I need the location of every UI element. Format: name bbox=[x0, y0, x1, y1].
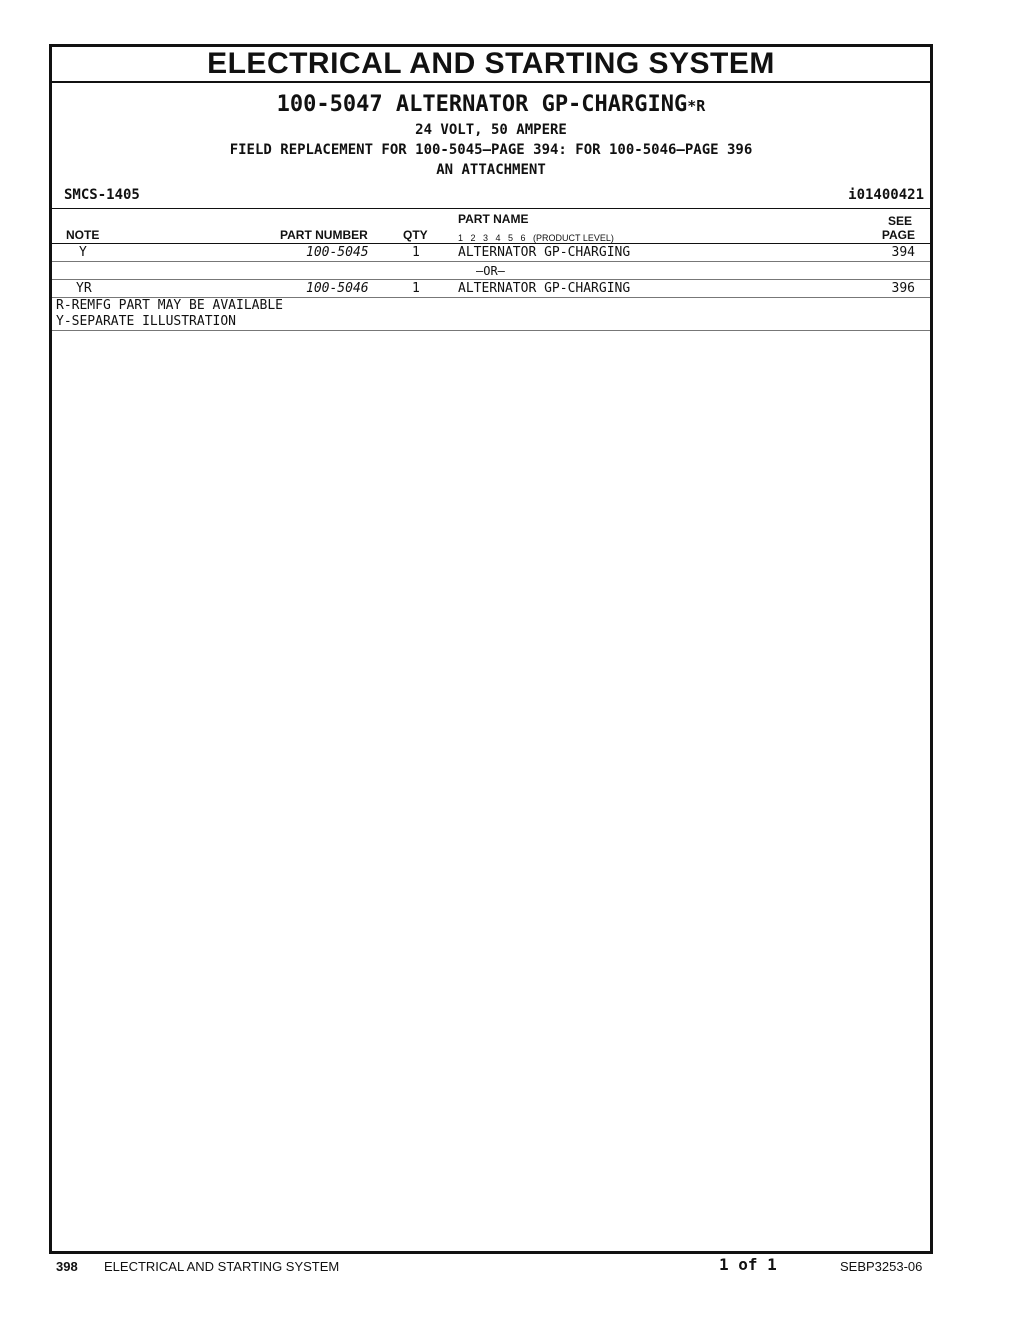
group-suffix: *R bbox=[687, 97, 706, 115]
footer-pagination: 1 of 1 bbox=[719, 1255, 777, 1274]
group-subtitle-3: AN ATTACHMENT bbox=[436, 162, 546, 178]
row-qty: 1 bbox=[412, 281, 420, 296]
header-top-rule bbox=[52, 208, 930, 209]
row-part-name: ALTERNATOR GP-CHARGING bbox=[458, 245, 631, 260]
col-header-page: PAGE bbox=[881, 228, 915, 242]
col-header-qty: QTY bbox=[403, 228, 428, 242]
legend-note: R-REMFG PART MAY BE AVAILABLE bbox=[56, 298, 283, 313]
section-title: ELECTRICAL AND STARTING SYSTEM bbox=[52, 47, 930, 83]
row-qty: 1 bbox=[412, 245, 420, 260]
smcs-code: SMCS-1405 bbox=[64, 187, 140, 203]
row-note: Y bbox=[79, 245, 87, 260]
row-see-page: 394 bbox=[891, 245, 915, 260]
row-note: YR bbox=[76, 281, 92, 296]
footer-doc-id: SEBP3253-06 bbox=[840, 1259, 923, 1274]
row-rule bbox=[52, 261, 930, 262]
row-part-number: 100-5046 bbox=[306, 281, 369, 296]
reference-id: i01400421 bbox=[848, 187, 924, 203]
notes-bottom-rule bbox=[52, 330, 930, 331]
col-header-part-name: PART NAME bbox=[458, 212, 529, 226]
group-title bbox=[52, 93, 930, 118]
or-separator: —OR— bbox=[476, 264, 505, 278]
footer-page-number: 398 bbox=[56, 1259, 78, 1274]
group-number: 100-5047 bbox=[276, 92, 383, 117]
col-header-note: NOTE bbox=[66, 228, 100, 242]
group-subtitle-1: 24 VOLT, 50 AMPERE bbox=[415, 122, 567, 138]
col-header-product-levels: 1 2 3 4 5 6 (PRODUCT LEVEL) bbox=[458, 233, 614, 243]
header-bottom-rule bbox=[52, 243, 930, 244]
col-header-see: SEE bbox=[887, 214, 912, 228]
legend-note: Y-SEPARATE ILLUSTRATION bbox=[56, 314, 237, 329]
col-header-part-number: PART NUMBER bbox=[280, 228, 368, 242]
row-part-number: 100-5045 bbox=[306, 245, 369, 260]
group-subtitle-2: FIELD REPLACEMENT FOR 100-5045—PAGE 394: FOR 100-5046—PAGE 396 bbox=[229, 142, 753, 158]
footer-section: ELECTRICAL AND STARTING SYSTEM bbox=[104, 1259, 340, 1274]
page-frame bbox=[49, 44, 933, 1254]
row-see-page: 396 bbox=[891, 281, 915, 296]
row-part-name: ALTERNATOR GP-CHARGING bbox=[458, 281, 631, 296]
group-name: ALTERNATOR GP-CHARGING bbox=[395, 92, 688, 117]
row-rule bbox=[52, 279, 930, 280]
